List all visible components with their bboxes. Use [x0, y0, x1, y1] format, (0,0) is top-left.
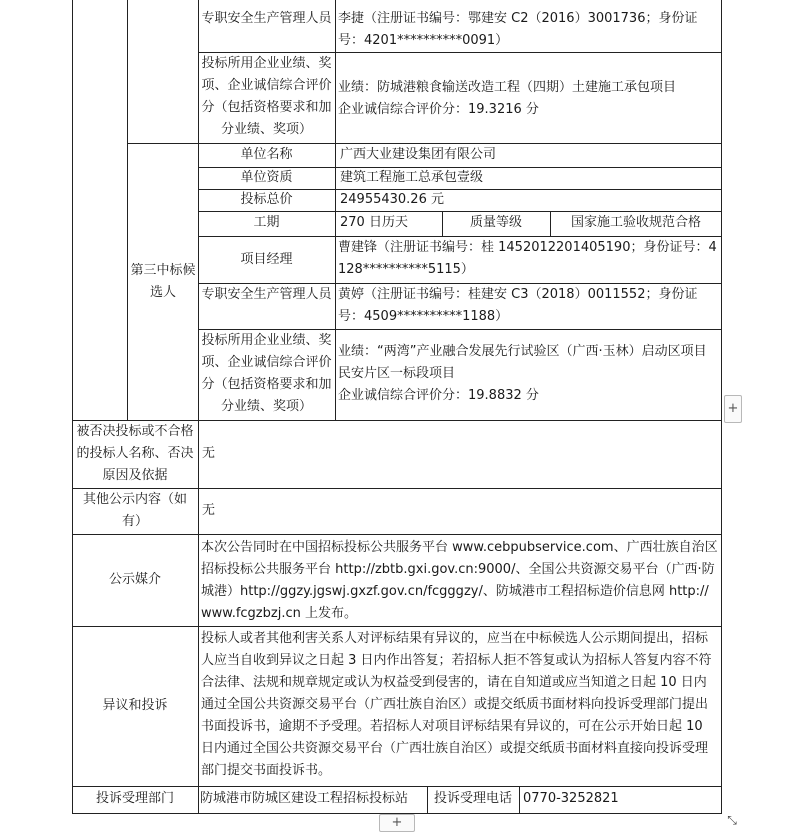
- add-column-button[interactable]: +: [724, 395, 742, 423]
- third-safety-manager-label: 专职安全生产管理人员: [201, 287, 332, 302]
- quality-value: 国家施工验收规范合格: [570, 215, 701, 230]
- unit-name-label: 单位名称: [240, 147, 293, 162]
- rejected-bidders-value: 无: [202, 446, 216, 461]
- complaint-dept-label: 投诉受理部门: [95, 791, 174, 806]
- total-price-value: 24955430.26 元: [340, 192, 444, 207]
- performance-line-2: 企业诚信综合评价分：19.3216 分: [338, 102, 539, 117]
- performance-line-1: 业绩：防城港粮食输送改造工程（四期）土建施工承包项目: [338, 80, 677, 95]
- add-row-button[interactable]: +: [379, 814, 415, 832]
- quality-label: 质量等级: [469, 215, 522, 230]
- third-performance-line-1: 业绩：“两湾”产业融合发展先行试验区（广西·玉林）启动区项目民安片区一标段项目: [338, 344, 707, 381]
- third-performance-line-2: 企业诚信综合评价分：19.8832 分: [338, 388, 539, 403]
- project-manager-label: 项目经理: [240, 252, 293, 267]
- complaint-dept-value: 防城港市防城区建设工程招标投标站: [200, 791, 409, 806]
- third-candidate-label: 第三中标候选人: [130, 263, 196, 300]
- complaint-phone-value: 0770-3252821: [523, 791, 619, 806]
- third-performance-label: 投标所用企业业绩、奖项、企业诚信综合评价分（包括资格要求和加分业绩、奖项）: [201, 333, 332, 414]
- publication-media-label: 公示媒介: [108, 572, 161, 587]
- complaint-phone-label: 投诉受理电话: [433, 791, 512, 806]
- qualification-value: 建筑工程施工总承包壹级: [340, 170, 484, 185]
- other-content-value: 无: [202, 503, 216, 518]
- objection-complaint-value: 投标人或者其他利害关系人对评标结果有异议的，应当在中标候选人公示期间提出，招标人应当自收到异议之日起 3 日内作出答复；若招标人拒不答复或认为招标人答复内容不符合法律、法规和规章规定或认为权益受到侵害的，请在自知道或应当知道之日起 10 日内通过全国公共资源交易平台（广西壮族自治区）或提交纸质书面材料向投诉受理部门提出书面投诉书，逾期不予受理。若招标人对项目评标结果有异议的，可在公示开始日起 10 日内通过全国公共资源交易平台（广西壮族自治区）或提交纸质书面材料直接向投诉受理部门提交书面投诉书。: [201, 631, 712, 778]
- duration-value: 270 日历天: [340, 215, 408, 230]
- third-safety-manager-value: 黄婷（注册证书编号：桂建安 C3（2018）0011552；身份证号：4509**********1188）: [338, 287, 698, 324]
- performance-label: 投标所用企业业绩、奖项、企业诚信综合评价分（包括资格要求和加分业绩、奖项）: [201, 56, 332, 137]
- objection-complaint-label: 异议和投诉: [102, 698, 168, 713]
- duration-label: 工期: [253, 215, 280, 230]
- publication-media-value: 本次公告同时在中国招标投标公共服务平台 www.cebpubservice.com、广西壮族自治区招标投标公共服务平台 http://zbtb.gxi.gov.cn:9000/、全国公共资源交易平台（广西·防城港）http://ggzy.jgswj.gxzf.gov.cn/fcgggzy/、防城港市工程招标造价信息网 http://www.fcgzbzj.cn 上发布。: [201, 540, 718, 621]
- unit-name-value: 广西大业建设集团有限公司: [340, 147, 497, 162]
- safety-manager-label: 专职安全生产管理人员: [201, 11, 332, 26]
- resize-handle-icon[interactable]: ⤡: [727, 813, 737, 827]
- project-manager-value: 曹建锋（注册证书编号：桂 1452012201405190；身份证号：4128**********5115）: [338, 240, 717, 277]
- qualification-label: 单位资质: [240, 170, 293, 185]
- total-price-label: 投标总价: [240, 192, 293, 207]
- safety-manager-value: 李捷（注册证书编号：鄂建安 C2（2016）3001736；身份证号：4201**********0091）: [338, 11, 698, 48]
- rejected-bidders-label: 被否决投标或不合格的投标人名称、否决原因及依据: [76, 424, 194, 483]
- other-content-label: 其他公示内容（如有）: [82, 492, 187, 529]
